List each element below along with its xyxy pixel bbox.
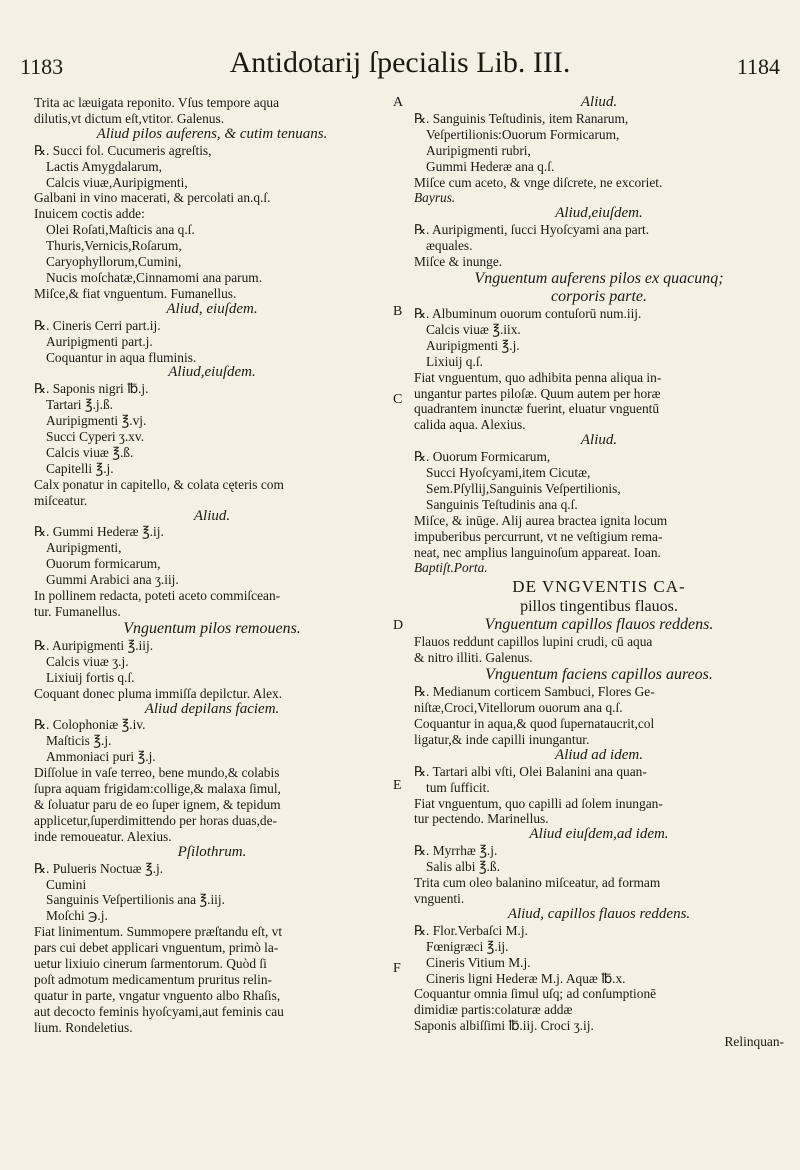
- text-line: Coquant donec pluma immiſſa depilctur. Alex.: [34, 685, 283, 701]
- text-line: Miſce cum aceto, & vnge diſcrete, ne excoriet.: [414, 174, 663, 190]
- text-line: Trita ac læuigata reponito. Vſus tempore aqua: [34, 95, 280, 110]
- ingredient-line: Succi Cyperi ʒ.xv.: [46, 429, 145, 445]
- recipe-heading: Aliud pilos auferens, & cutim tenuans.: [96, 126, 328, 142]
- recipe-heading: Aliud.: [193, 508, 231, 524]
- author-attribution: Bayrus.: [414, 190, 456, 206]
- text-line: vnguenti.: [414, 890, 465, 906]
- author-attribution: Baptiſt.Porta.: [414, 560, 488, 576]
- ingredient-line: Sem.Pſyllij,Sanguinis Veſpertilionis,: [426, 480, 621, 496]
- ingredient-line: Tartari ℥.j.ß.: [46, 397, 114, 413]
- text-line: dilutis,vt dictum eſt,vtitor. Galenus.: [34, 110, 225, 126]
- text-line: lium. Rondeletius.: [34, 1019, 133, 1035]
- ingredient-line: ℞. Ouorum Formicarum,: [414, 449, 551, 465]
- text-line: Coquantur in aqua,& quod ſupernataucrit,col: [414, 716, 655, 731]
- ingredient-line: Calcis viuæ ℥.ß.: [46, 444, 134, 460]
- left-column: [34, 95, 390, 1036]
- margin-letter-c: C: [393, 392, 403, 407]
- section-subtitle: pillos tingentibus flauos.: [520, 598, 678, 616]
- ingredient-line: Sanguinis Teſtudinis ana q.ſ.: [426, 496, 578, 512]
- recipe-heading: Vnguentum auferens pilos ex quacunq;: [474, 269, 724, 287]
- text-line: ſupra aquam frigidam:collige,& malaxa ſimul,: [34, 781, 281, 797]
- text-line: ligatur,& inde capilli inungantur.: [414, 731, 590, 747]
- recipe-heading: Aliud ad idem.: [555, 747, 643, 763]
- text-line: Fiat vnguentum, quo adhibita penna aliqua in-: [414, 369, 662, 385]
- ingredient-line: Ouorum formicarum,: [46, 556, 161, 572]
- text-line: Miſce,& fiat vnguentum. Fumanellus.: [34, 285, 237, 301]
- ingredient-line: Caryophyllorum,Cumini,: [46, 254, 182, 270]
- section-title: DE VNGVENTIS CA-: [512, 577, 686, 597]
- ingredient-line: Auripigmenti part.j.: [46, 333, 153, 349]
- ingredient-line: tum ſufficit.: [426, 779, 490, 795]
- text-line: Fiat vnguentum, quo capilli ad ſolem inungan-: [414, 795, 663, 811]
- ingredient-line: ℞. Saponis nigri ℔.j.: [34, 381, 149, 397]
- recipe-heading: Vnguentum faciens capillos aureos.: [485, 666, 713, 684]
- ingredient-line: ℞. Succi fol. Cucumeris agreſtis,: [34, 142, 212, 158]
- ingredient-line: niſtæ,Croci,Vitellorum ouorum ana q.ſ.: [414, 700, 623, 716]
- text-line: poſt admotum medicamentum pruritus relin-: [34, 971, 273, 987]
- text-line: uetur lixiuio cinerum ſarmentorum. Quòd ſi: [34, 956, 267, 972]
- text-line: neat, nec amplius languinoſum appareat. Ioan.: [414, 544, 661, 560]
- ingredient-line: Fœnigræci ℥.ij.: [426, 938, 509, 954]
- recipe-heading: Aliud eiuſdem,ad idem.: [529, 827, 669, 843]
- text-line: Miſce, & inūge. Alij aurea bractea ignita locum: [414, 512, 668, 528]
- ingredient-line: Gummi Hederæ ana q.ſ.: [426, 158, 555, 174]
- text-line: applicetur,ſuperdimittendo per horas duas,de-: [34, 812, 278, 828]
- text-line: & nitro illiti. Galenus.: [414, 650, 533, 666]
- text-line: Coquantur omnia ſimul uſq; ad conſumptionē: [414, 986, 657, 1002]
- ingredient-line: Gummi Arabici ana ʒ.iij.: [46, 572, 179, 588]
- page-number-right: 1184: [736, 54, 780, 79]
- ingredient-line: Auripigmenti,: [46, 540, 122, 556]
- text-line: ungantur partes piloſæ. Quum autem per horæ: [414, 385, 661, 401]
- ingredient-line: Ammoniaci puri ℥.j.: [46, 749, 156, 765]
- catchword: Relinquan-: [724, 1034, 784, 1050]
- ingredient-line: ℞. Auripigmenti ℥.iij.: [34, 637, 154, 653]
- ingredient-line: Auripigmenti ℥.vj.: [46, 413, 147, 429]
- ingredient-line: Galbani in vino macerati, & percolati an.q.ſ.: [34, 190, 271, 206]
- text-line: aut decocto feminis hyoſcyami,aut feminis cau: [34, 1003, 284, 1019]
- ingredient-line: Veſpertilionis:Ouorum Formicarum,: [426, 126, 620, 142]
- ingredient-line: Cumini: [46, 876, 87, 892]
- text-line: miſceatur.: [34, 492, 88, 508]
- ingredient-line: Lixiuij fortis q.ſ.: [46, 669, 135, 685]
- ingredient-line: Saponis albiſſimi ℔.iij. Croci ʒ.ij.: [414, 1018, 594, 1034]
- ingredient-line: Olei Roſati,Maſticis ana q.ſ.: [46, 222, 195, 238]
- ingredient-line: Lactis Amygdalarum,: [46, 158, 163, 174]
- margin-letter-e: E: [393, 778, 402, 793]
- ingredient-line: Capitelli ℥.j.: [46, 460, 114, 476]
- recipe-heading: Aliud.: [580, 433, 618, 449]
- ingredient-line: Cineris Vitium M.j.: [426, 954, 531, 970]
- ingredient-line: ℞. Colophoniæ ℥.iv.: [34, 717, 146, 733]
- ingredient-line: Auripigmenti ℥.j.: [426, 337, 520, 353]
- ingredient-line: Nucis moſchatæ,Cinnamomi ana parum.: [46, 269, 263, 285]
- ingredient-line: ℞. Medianum corticem Sambuci, Flores Ge-: [414, 684, 655, 700]
- ingredient-line: ℞. Sanguinis Teſtudinis, item Ranarum,: [414, 110, 629, 126]
- text-line: Flauos reddunt capillos lupini crudi, cū aqua: [414, 634, 653, 650]
- ingredient-line: Moſchi ℈.j.: [46, 908, 108, 924]
- recipe-heading: Aliud.: [580, 95, 618, 110]
- text-line: quatur in parte, vngatur vnguento albo Rhaſis,: [34, 987, 281, 1003]
- ingredient-line: ℞. Flor.Verbaſci M.j.: [414, 922, 528, 938]
- page-number-left: 1183: [20, 54, 64, 79]
- ingredient-line: ℞. Albuminum ouorum contuſorū num.iij.: [414, 305, 642, 321]
- text-line: dimidiæ partis:colaturæ addæ: [414, 1002, 573, 1018]
- text-line: impuberibus percurrunt, vt ne veſtigium rema-: [414, 528, 663, 544]
- ingredient-line: Salis albi ℥.ß.: [426, 859, 500, 875]
- margin-letter-d: D: [393, 618, 404, 633]
- ingredient-line: Lixiuij q.ſ.: [426, 353, 483, 369]
- ingredient-line: Calcis viuæ ʒ.j.: [46, 653, 129, 669]
- text-line: Diſſolue in vaſe terreo, bene mundo,& colabis: [34, 765, 280, 781]
- text-line: Fiat linimentum. Summopere præſtandu eſt, vt: [34, 924, 283, 940]
- ingredient-line: æquales.: [426, 238, 473, 254]
- ingredient-line: ℞. Cineris Cerri part.ij.: [34, 317, 161, 333]
- recipe-heading: Aliud, capillos flauos reddens.: [507, 906, 691, 922]
- ingredient-line: Thuris,Vernicis,Roſarum,: [46, 238, 182, 254]
- ingredient-line: ℞. Gummi Hederæ ℥.ij.: [34, 524, 164, 540]
- margin-letter-a: A: [393, 95, 404, 110]
- recipe-heading: Aliud,eiuſdem.: [555, 206, 643, 222]
- ingredient-line: ℞. Pulueris Noctuæ ℥.j.: [34, 860, 164, 876]
- recipe-heading: Aliud depilans faciem.: [144, 701, 280, 717]
- text-line: & ſoluatur paru de eo ſuper ignem, & tepidum: [34, 796, 281, 812]
- text-line: Miſce & inunge.: [414, 254, 503, 270]
- text-line: calida aqua. Alexius.: [414, 417, 526, 433]
- recipe-heading: Aliud, eiuſdem.: [166, 301, 258, 317]
- text-line: Trita cum oleo balanino miſceatur, ad formam: [414, 875, 661, 891]
- text-line: tur. Fumanellus.: [34, 604, 121, 619]
- text-line: pars cui debet applicari vnguentum, primò la-: [34, 940, 279, 956]
- text-line: quadrantem inunctæ fuerint, eluatur vnguentū: [414, 401, 660, 417]
- recipe-heading: Aliud,eiuſdem.: [168, 365, 256, 381]
- right-column: [414, 95, 784, 1050]
- text-line: In pollinem redacta, poteti aceto commiſcean-: [34, 588, 281, 604]
- recipe-heading: Vnguentum pilos remouens.: [123, 619, 301, 637]
- margin-letter-f: F: [393, 961, 401, 976]
- ingredient-line: ℞. Tartari albi vſti, Olei Balanini ana quan-: [414, 763, 647, 779]
- ingredient-line: Calcis viuæ,Auripigmenti,: [46, 174, 188, 190]
- ingredient-line: ℞. Myrrhæ ℥.j.: [414, 843, 498, 859]
- recipe-heading: Vnguentum capillos flauos reddens.: [484, 616, 714, 634]
- ingredient-line: Auripigmenti rubri,: [426, 142, 531, 158]
- text-line: Inuicem coctis adde:: [34, 206, 145, 222]
- margin-letter-b: B: [393, 304, 403, 319]
- ingredient-line: Calcis viuæ ℥.iix.: [426, 321, 521, 337]
- recipe-heading: Pſilothrum.: [177, 844, 247, 860]
- page-header: [20, 46, 780, 86]
- ingredient-line: Succi Hyoſcyami,item Cicutæ,: [426, 465, 591, 481]
- running-title: Antidotarij ſpecialis Lib. III.: [229, 46, 571, 79]
- ingredient-line: Cineris ligni Hederæ M.j. Aquæ ℔.x.: [426, 970, 626, 986]
- ingredient-line: Sanguinis Veſpertilionis ana ℥.iij.: [46, 892, 225, 908]
- text-line: Calx ponatur in capitello, & colata cęteris com: [34, 476, 284, 492]
- ingredient-line: Maſticis ℥.j.: [46, 733, 112, 749]
- text-line: Coquantur in aqua fluminis.: [46, 349, 197, 365]
- recipe-heading: corporis parte.: [551, 287, 647, 305]
- text-line: inde remoueatur. Alexius.: [34, 828, 172, 844]
- ingredient-line: ℞. Auripigmenti, ſucci Hyoſcyami ana part.: [414, 222, 650, 238]
- text-line: tur pectendo. Marinellus.: [414, 811, 549, 827]
